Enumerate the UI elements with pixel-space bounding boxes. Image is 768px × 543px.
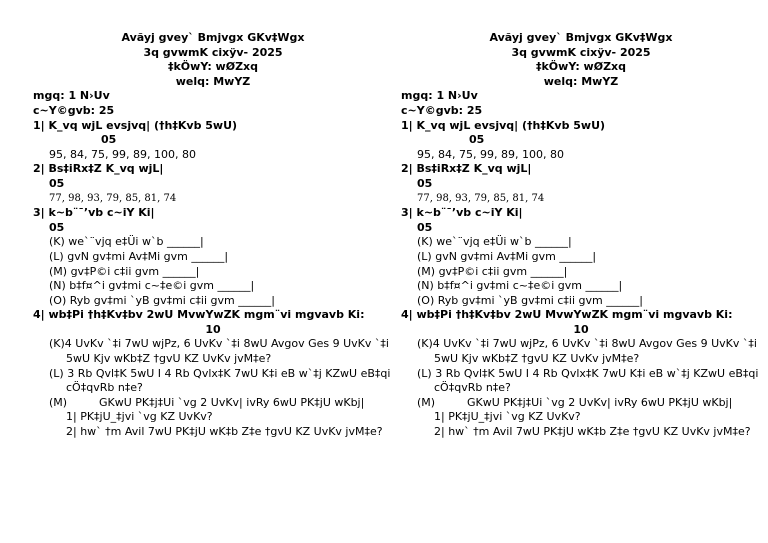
question-3-option-m: (M) gv‡P©i c‡ii gvm ______| <box>417 264 568 278</box>
question-2-marks: 05 <box>49 176 65 190</box>
question-1-numbers: 95, 84, 75, 99, 89, 100, 80 <box>417 147 564 161</box>
question-3-option-n: (N) b‡f¤^i gv‡mi c~‡e©i gvm ______| <box>49 279 255 293</box>
time-label: mgq: 1 N›Uv <box>401 89 478 103</box>
subject-label: welq: MwYZ <box>175 74 251 88</box>
school-name: Avãyj gvey` Bmjvgx GKv‡Wgx <box>121 31 305 44</box>
question-2-numbers: 77, 98, 93, 79, 85, 81, 74 <box>417 192 545 204</box>
question-1-marks: 05 <box>101 133 117 147</box>
class-label: ‡kÖwY: wØZxq <box>167 60 259 74</box>
exam-sheet-left <box>33 31 393 440</box>
question-4-part-m-sub1: 1| PK‡jU_‡jvi `vg KZ UvKv? <box>434 410 581 424</box>
question-2-title: 2| Bs‡iRx‡Z K_vq wjL| <box>401 162 532 176</box>
question-4-marks: 10 <box>573 322 589 336</box>
question-3-option-k: (K) we`¨vjq e‡Üi w`b ______| <box>49 235 204 249</box>
question-2-numbers: 77, 98, 93, 79, 85, 81, 74 <box>49 192 177 204</box>
question-3-option-o: (O) Ryb gv‡mi `yB gv‡mi c‡ii gvm ______| <box>417 293 643 307</box>
question-4-part-m-text: GKwU PK‡j‡Ui `vg 2 UvKv| ivRy 6wU PK‡jU wKbj| <box>99 395 365 409</box>
full-marks-label: c~Y©gvb: 25 <box>401 103 483 117</box>
class-label: ‡kÖwY: wØZxq <box>535 60 627 74</box>
exam-title: 3q gvwmK cixÿv- 2025 <box>143 45 283 59</box>
question-1-title: 1| K_vq wjL evsjvq| (†h‡Kvb 5wU) <box>401 118 606 132</box>
question-4-part-m-sub2: 2| hw` †m Avil 7wU PK‡jU wK‡b Z‡e †gvU KZ UvKv jvM‡e? <box>66 425 383 439</box>
question-4-part-l: (L) 3 Rb Qvl‡K 5wU I 4 Rb Qvlx‡K 7wU K‡i eB w`‡j KZwU eB‡qi cÖ‡qvRb n‡e? <box>49 366 391 395</box>
time-label: mgq: 1 N›Uv <box>33 89 110 103</box>
question-2-title: 2| Bs‡iRx‡Z K_vq wjL| <box>33 162 164 176</box>
question-4-part-m <box>33 396 393 411</box>
question-2-marks: 05 <box>417 176 433 190</box>
question-1-title: 1| K_vq wjL evsjvq| (†h‡Kvb 5wU) <box>33 118 238 132</box>
question-4-part-m <box>401 396 761 411</box>
question-4-part-k: (K)4 UvKv `‡i 7wU wjPz, 6 UvKv `‡i 8wU Avgov Ges 9 UvKv `‡i 5wU Kjv wKb‡Z †gvU KZ UvKv jvM‡e? <box>417 337 757 366</box>
question-3-title: 3| k~b¨¯’vb c~iY Ki| <box>401 206 523 220</box>
question-4-part-m-sub2: 2| hw` †m Avil 7wU PK‡jU wK‡b Z‡e †gvU KZ UvKv jvM‡e? <box>434 425 751 439</box>
question-4-part-m-label: (M) <box>417 395 436 409</box>
question-4-marks: 10 <box>205 322 221 336</box>
exam-sheet-right <box>401 31 761 440</box>
subject-label: welq: MwYZ <box>543 74 619 88</box>
question-4-part-m-text: GKwU PK‡j‡Ui `vg 2 UvKv| ivRy 6wU PK‡jU wKbj| <box>467 395 733 409</box>
question-4-title: 4| wb‡Pi †h‡Kv‡bv 2wU MvwYwZK mgm¨vi mgvavb Ki: <box>33 308 365 322</box>
question-3-marks: 05 <box>417 220 433 234</box>
question-3-option-l: (L) gvN gv‡mi Av‡Mi gvm ______| <box>49 249 229 263</box>
question-4-part-l: (L) 3 Rb Qvl‡K 5wU I 4 Rb Qvlx‡K 7wU K‡i eB w`‡j KZwU eB‡qi cÖ‡qvRb n‡e? <box>417 366 759 395</box>
question-3-title: 3| k~b¨¯’vb c~iY Ki| <box>33 206 155 220</box>
question-1-marks: 05 <box>469 133 485 147</box>
question-3-marks: 05 <box>49 220 65 234</box>
question-4-part-m-label: (M) <box>49 395 68 409</box>
question-3-option-l: (L) gvN gv‡mi Av‡Mi gvm ______| <box>417 249 597 263</box>
question-4-part-m-sub1: 1| PK‡jU_‡jvi `vg KZ UvKv? <box>66 410 213 424</box>
exam-title: 3q gvwmK cixÿv- 2025 <box>511 45 651 59</box>
school-name: Avãyj gvey` Bmjvgx GKv‡Wgx <box>489 31 673 44</box>
question-3-option-k: (K) we`¨vjq e‡Üi w`b ______| <box>417 235 572 249</box>
question-3-option-n: (N) b‡f¤^i gv‡mi c~‡e©i gvm ______| <box>417 279 623 293</box>
question-1-numbers: 95, 84, 75, 99, 89, 100, 80 <box>49 147 196 161</box>
question-4-title: 4| wb‡Pi †h‡Kv‡bv 2wU MvwYwZK mgm¨vi mgvavb Ki: <box>401 308 733 322</box>
full-marks-label: c~Y©gvb: 25 <box>33 103 115 117</box>
question-4-part-k: (K)4 UvKv `‡i 7wU wjPz, 6 UvKv `‡i 8wU Avgov Ges 9 UvKv `‡i 5wU Kjv wKb‡Z †gvU KZ UvKv jvM‡e? <box>49 337 389 366</box>
question-3-option-m: (M) gv‡P©i c‡ii gvm ______| <box>49 264 200 278</box>
question-3-option-o: (O) Ryb gv‡mi `yB gv‡mi c‡ii gvm ______| <box>49 293 275 307</box>
